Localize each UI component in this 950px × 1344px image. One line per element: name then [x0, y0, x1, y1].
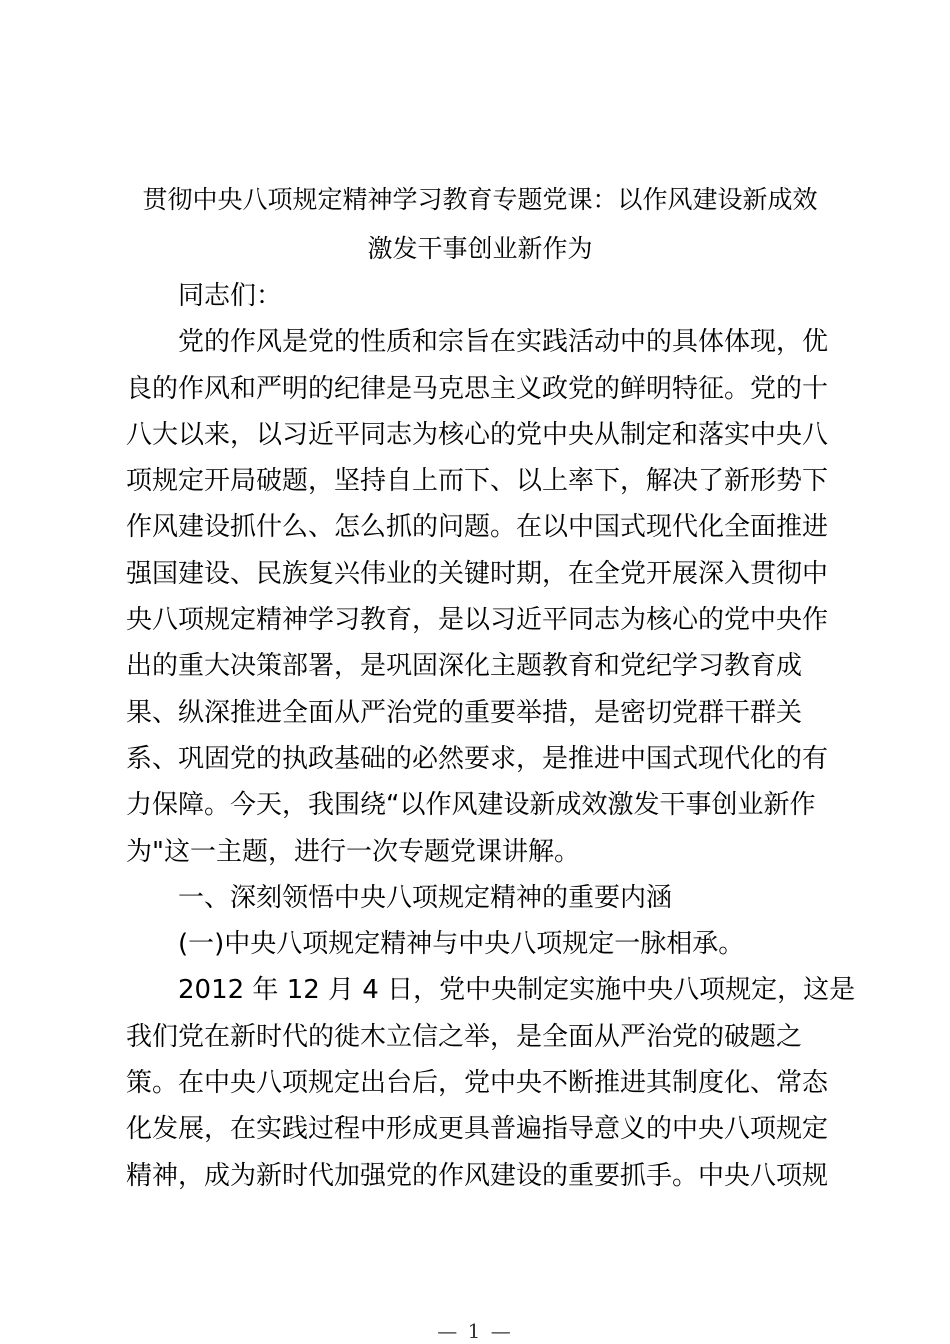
- paragraph-line: (一)中央八项规定精神与中央八项规定一脉相承。: [178, 929, 745, 960]
- paragraph-line: 出的重大决策部署，是巩固深化主题教育和党纪学习教育成: [126, 651, 803, 682]
- paragraph-line: 系、巩固党的执政基础的必然要求，是推进中国式现代化的有: [126, 743, 829, 774]
- paragraph-line: 我们党在新时代的徙木立信之举，是全面从严治党的破题之: [126, 1021, 803, 1052]
- paragraph-line: 同志们：: [178, 281, 283, 311]
- paragraph-line: 一、深刻领悟中央八项规定精神的重要内涵: [178, 882, 673, 913]
- paragraph-line: 化发展，在实践过程中形成更具普遍指导意义的中央八项规定: [126, 1114, 829, 1145]
- paragraph-line: 为"这一主题，进行一次专题党课讲解。: [126, 836, 580, 867]
- paragraph-line: 央八项规定精神学习教育，是以习近平同志为核心的党中央作: [126, 605, 829, 636]
- paragraph-line: 良的作风和严明的纪律是马克思主义政党的鲜明特征。党的十: [126, 373, 829, 404]
- paragraph-line: 果、纵深推进全面从严治党的重要举措，是密切党群干群关: [126, 697, 803, 728]
- document-title-line-1: 贯彻中央八项规定精神学习教育专题党课：以作风建设新成效: [142, 185, 818, 214]
- paragraph-line: 八大以来，以习近平同志为核心的党中央从制定和落实中央八: [126, 419, 829, 450]
- paragraph-line: 作风建设抓什么、怎么抓的问题。在以中国式现代化全面推进: [126, 512, 829, 543]
- paragraph-line: 力保障。今天，我围绕“以作风建设新成效激发干事创业新作: [126, 790, 816, 821]
- paragraph-line: 策。在中央八项规定出台后，党中央不断推进其制度化、常态: [126, 1068, 829, 1099]
- paragraph-line: 强国建设、民族复兴伟业的关键时期，在全党开展深入贯彻中: [126, 558, 829, 589]
- page-number: — 1 —: [437, 1319, 513, 1343]
- paragraph-line: 精神，成为新时代加强党的作风建设的重要抓手。中央八项规: [126, 1160, 829, 1191]
- document-body: [126, 273, 856, 1199]
- paragraph-line: 项规定开局破题，坚持自上而下、以上率下，解决了新形势下: [126, 466, 829, 497]
- document-title-line-2: 激发干事创业新作为: [367, 234, 593, 263]
- paragraph-line: 党的作风是党的性质和宗旨在实践活动中的具体体现，优: [178, 327, 829, 358]
- paragraph-line: 2012 年 12 月 4 日，党中央制定实施中央八项规定，这是: [178, 975, 856, 1006]
